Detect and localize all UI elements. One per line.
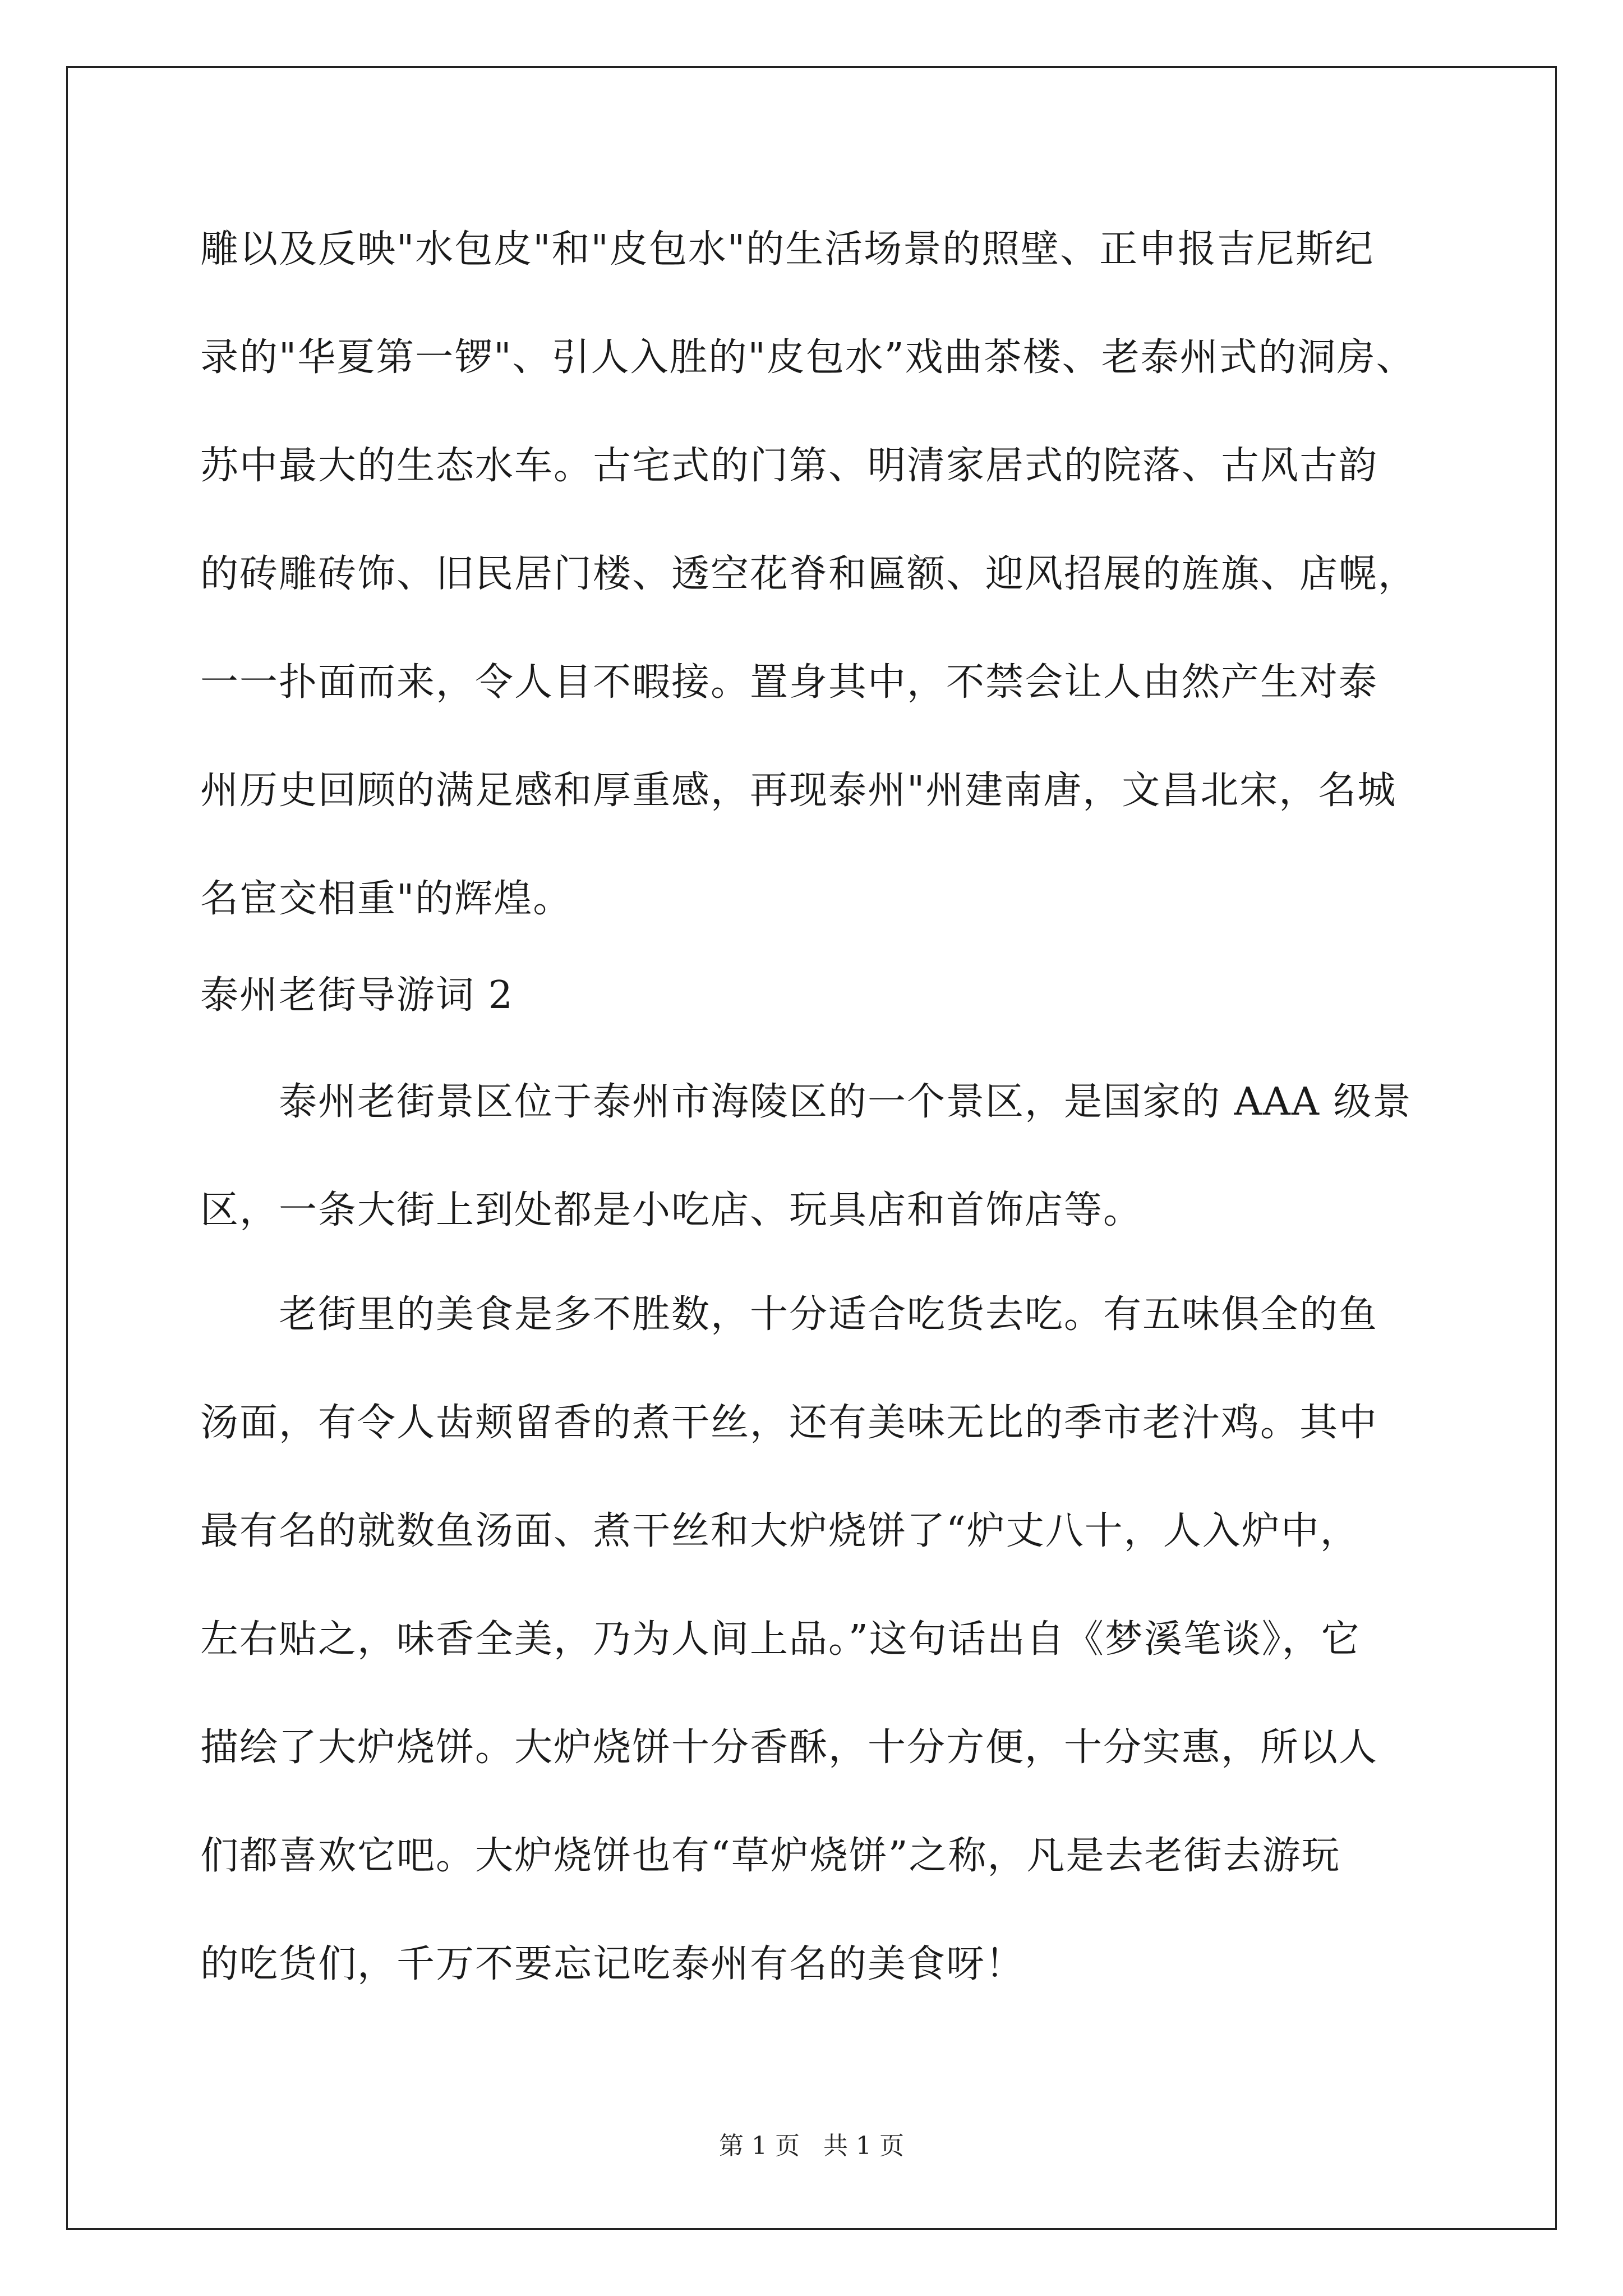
- text-line: 苏中最大的生态水车。古宅式的门第、明清家居式的院落、古风古韵: [200, 444, 1378, 488]
- text-line: 泰州老街景区位于泰州市海陵区的一个景区，是国家的 AAA 级景: [279, 1080, 1412, 1124]
- section-heading: 泰州老街导游词 2: [200, 973, 514, 1018]
- text-line: 老街里的美食是多不胜数，十分适合吃货去吃。有五味俱全的鱼: [279, 1292, 1378, 1337]
- text-line: 名宦交相重"的辉煌。: [200, 877, 573, 921]
- text-line: 描绘了大炉烧饼。大炉烧饼十分香酥，十分方便，十分实惠，所以人: [200, 1726, 1378, 1770]
- page-total: 共 1 页: [823, 2132, 904, 2160]
- page-footer: [0, 2132, 1623, 2161]
- page-border: [66, 66, 1557, 2230]
- text-line: 录的"华夏第一锣"、引人入胜的"皮包水”戏曲茶楼、老泰州式的洞房、: [200, 335, 1415, 380]
- page-number: 第 1 页: [719, 2132, 800, 2160]
- text-line: 州历史回顾的满足感和厚重感，再现泰州"州建南唐，文昌北宋，名城: [200, 769, 1397, 813]
- text-line: 区，一条大街上到处都是小吃店、玩具店和首饰店等。: [200, 1188, 1143, 1232]
- text-line: 的吃货们，千万不要忘记吃泰州有名的美食呀！: [200, 1942, 1025, 1986]
- text-line: 汤面，有令人齿颊留香的煮干丝，还有美味无比的季市老汁鸡。其中: [200, 1401, 1378, 1445]
- text-line: 左右贴之，味香全美，乃为人间上品。”这句话出自《梦溪笔谈》，它: [200, 1617, 1361, 1662]
- text-line: 雕以及反映"水包皮"和"皮包水"的生活场景的照壁、正申报吉尼斯纪: [200, 227, 1375, 272]
- text-line: 们都喜欢它吧。大炉烧饼也有“草炉烧饼”之称，凡是去老街去游玩: [200, 1834, 1341, 1878]
- text-line: 一一扑面而来，令人目不暇接。置身其中，不禁会让人由然产生对泰: [200, 660, 1378, 705]
- text-line: 最有名的就数鱼汤面、煮干丝和大炉烧饼了“炉丈八十，人入炉中，: [200, 1509, 1359, 1553]
- text-line: 的砖雕砖饰、旧民居门楼、透空花脊和匾额、迎风招展的旌旗、店幌，: [200, 552, 1418, 596]
